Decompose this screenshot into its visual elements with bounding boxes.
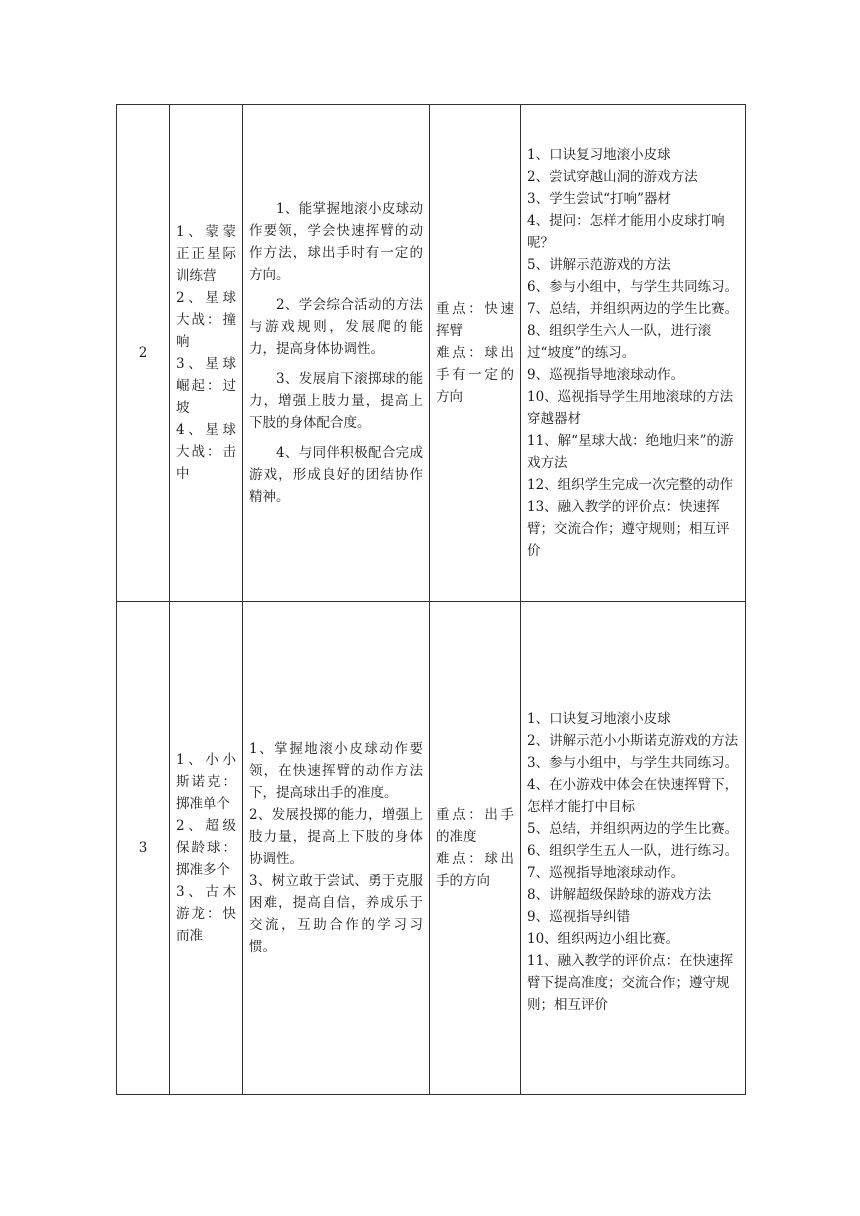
process-step: 3、学生尝试“打响”器材: [527, 191, 671, 207]
process-step: 13、融入教学的评价点：快速挥臂；交流合作；遵守规则；相互评价: [527, 499, 730, 559]
process-step: 9、巡视指导纠错: [527, 909, 631, 925]
process-step: 6、组织学生五人一队，进行练习。: [527, 843, 739, 859]
process-step: 2、讲解示范小小斯诺克游戏的方法: [527, 733, 739, 749]
process-step: 5、总结，并组织两边的学生比赛。: [527, 821, 739, 837]
process-step: 8、组织学生六人一队，进行滚过“坡度”的练习。: [527, 323, 712, 361]
objective-item: 2、学会综合活动的方法与游戏规则，发展爬的能力，提高身体协调性。: [249, 297, 423, 357]
process-step: 10、巡视指导学生用地滚球的方法穿越器材: [527, 389, 734, 427]
process-step: 1、口诀复习地滚小皮球: [527, 147, 671, 163]
activity-item: 2、星球大战：撞响: [176, 290, 236, 350]
objective-item: 4、与同伴积极配合完成游戏，形成良好的团结协作精神。: [249, 445, 423, 505]
process-step: 1、口诀复习地滚小皮球: [527, 711, 671, 727]
process-step: 9、巡视指导地滚球动作。: [527, 367, 685, 383]
process-step: 8、讲解超级保龄球的游戏方法: [527, 887, 712, 903]
objective-item: 3、树立敢于尝试、勇于克服困难，提高自信，养成乐于交流，互助合作的学习习惯。: [249, 873, 423, 955]
difficulty-point: 难点：球出手有一定的方向: [436, 345, 514, 405]
activities-cell: [170, 602, 243, 1095]
objectives-cell: [243, 105, 430, 602]
process-step: 7、巡视指导地滚球动作。: [527, 865, 685, 881]
objectives-cell: [243, 602, 430, 1095]
activity-item: 4、星球大战：击中: [176, 422, 236, 482]
process-cell: [521, 105, 746, 602]
process-step: 3、参与小组中，与学生共同练习。: [527, 755, 739, 771]
process-step: 7、总结，并组织两边的学生比赛。: [527, 301, 739, 317]
lesson-plan-table: [116, 104, 746, 1095]
process-step: 10、组织两边小组比赛。: [527, 931, 680, 947]
process-step: 5、讲解示范游戏的方法: [527, 257, 671, 273]
activity-item: 1、蒙蒙正正星际训练营: [176, 224, 236, 284]
key-point: 重点：快速挥臂: [436, 301, 514, 339]
objective-item: 2、发展投掷的能力，增强上肢力量，提高上下肢的身体协调性。: [249, 807, 423, 867]
activities-cell: [170, 105, 243, 602]
table-row: [117, 602, 746, 1095]
lesson-number: 3: [117, 602, 170, 1095]
difficulty-point: 难点：球出手的方向: [436, 851, 514, 889]
lesson-number: 2: [117, 105, 170, 602]
process-step: 11、解“星球大战：绝地归来”的游戏方法: [527, 433, 734, 471]
activity-item: 1、小小斯诺克：掷准单个: [176, 752, 236, 812]
process-step: 12、组织学生完成一次完整的动作: [527, 477, 734, 493]
objective-item: 1、能掌握地滚小皮球动作要领，学会快速挥臂的动作方法，球出手时有一定的方向。: [249, 201, 423, 283]
process-step: 11、融入教学的评价点：在快速挥臂下提高准度；交流合作；遵守规则；相互评价: [527, 953, 734, 1013]
objective-item: 3、发展肩下滚掷球的能力，增强上肢力量，提高上下肢的身体配合度。: [249, 371, 423, 431]
process-step: 4、提问：怎样才能用小皮球打响呢？: [527, 213, 725, 251]
process-step: 4、在小游戏中体会在快速挥臂下，怎样才能打中目标: [527, 777, 739, 815]
activity-item: 2、超级保龄球：掷准多个: [176, 818, 236, 878]
activity-item: 3、星球崛起：过坡: [176, 356, 236, 416]
key-point: 重点：出手的准度: [436, 807, 514, 845]
process-step: 6、参与小组中，与学生共同练习。: [527, 279, 739, 295]
key-points-cell: [430, 105, 521, 602]
table-row: [117, 105, 746, 602]
process-cell: [521, 602, 746, 1095]
objective-item: 1、掌握地滚小皮球动作要领，在快速挥臂的动作方法下，提高球出手的准度。: [249, 741, 423, 801]
process-step: 2、尝试穿越山洞的游戏方法: [527, 169, 698, 185]
key-points-cell: [430, 602, 521, 1095]
activity-item: 3、古木游龙：快而准: [176, 884, 236, 944]
